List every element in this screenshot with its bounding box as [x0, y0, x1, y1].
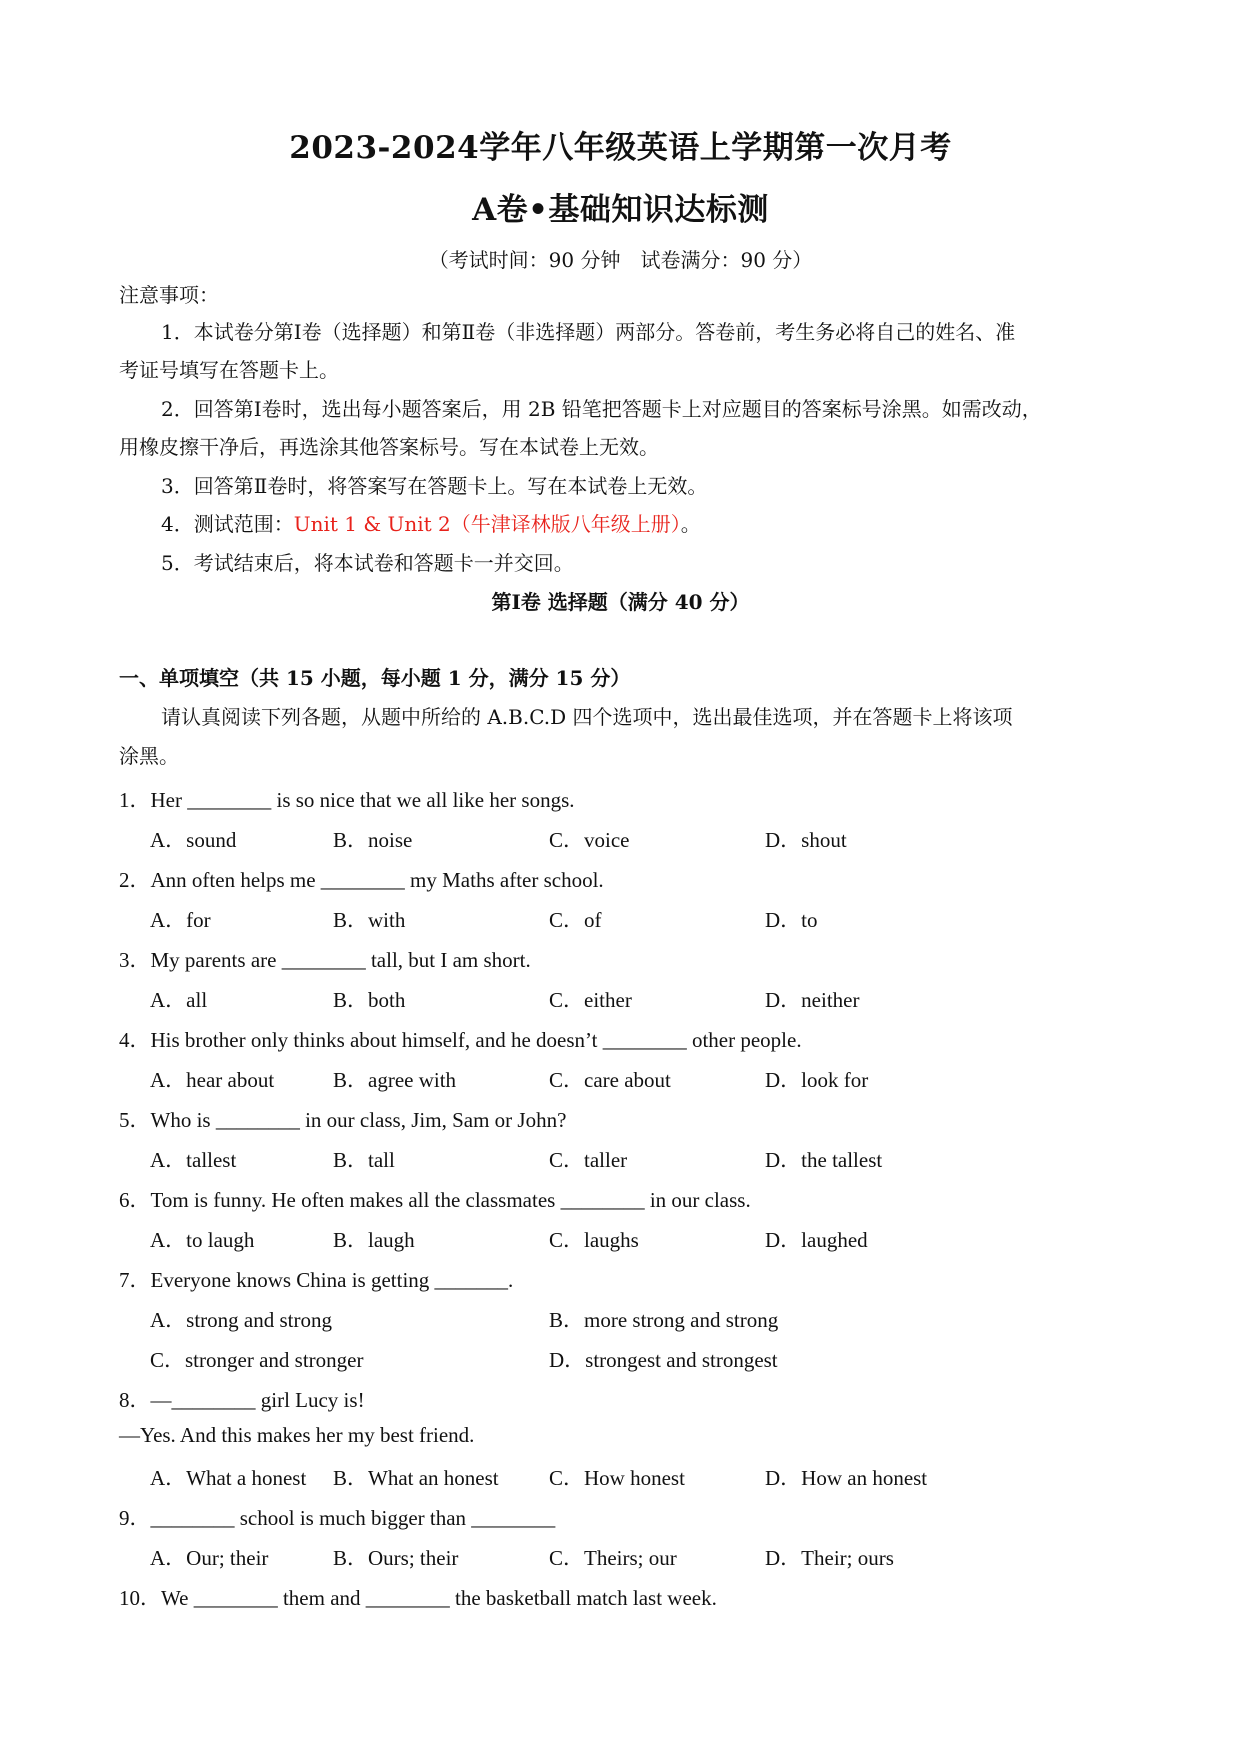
instruction-line-1: 请认真阅读下列各题，从题中所给的 A.B.C.D 四个选项中，选出最佳选项，并在答题卡上将该项 — [161, 705, 1013, 729]
exam-subtitle: A卷•基础知识达标测 — [472, 192, 769, 228]
notes-heading: 注意事项： — [119, 283, 219, 307]
option-c: C．taller — [549, 1148, 628, 1172]
question-stem: 5．Who is ________ in our class, Jim, Sam or John? — [119, 1108, 567, 1132]
option-a: A．sound — [150, 828, 237, 852]
note-4 — [161, 513, 701, 535]
option-c: C．stronger and stronger — [150, 1348, 364, 1372]
note-4-prefix: 4．测试范围： — [161, 512, 294, 536]
option-d: D．laughed — [765, 1228, 868, 1252]
option-b: B．agree with — [333, 1068, 457, 1092]
exam-info: （考试时间：90 分钟 试卷满分：90 分） — [428, 248, 813, 272]
option-b: B．tall — [333, 1148, 395, 1172]
option-c: C．How honest — [549, 1466, 685, 1490]
option-c: C．Theirs; our — [549, 1546, 677, 1570]
note-5: 5．考试结束后，将本试卷和答题卡一并交回。 — [161, 551, 574, 575]
question-stem: 2．Ann often helps me ________ my Maths after school. — [119, 868, 604, 892]
option-a: A．all — [150, 988, 208, 1012]
note-3: 3．回答第Ⅱ卷时，将答案写在答题卡上。写在本试卷上无效。 — [161, 474, 708, 498]
note-2-line-2: 用橡皮擦干净后，再选涂其他答案标号。写在本试卷上无效。 — [119, 435, 659, 459]
option-d: D．neither — [765, 988, 860, 1012]
test-scope: Unit 1 & Unit 2（牛津译林版八年级上册） — [293, 512, 681, 536]
option-b: B．more strong and strong — [549, 1308, 779, 1332]
option-d: D．strongest and strongest — [549, 1348, 778, 1372]
question-stem: 9．________ school is much bigger than ________ — [119, 1506, 556, 1530]
option-a: A．tallest — [150, 1148, 237, 1172]
option-d: D．to — [765, 908, 818, 932]
option-a: A．What a honest — [150, 1466, 307, 1490]
option-c: C．of — [549, 908, 602, 932]
option-a: A．strong and strong — [150, 1308, 332, 1332]
option-b: B．with — [333, 908, 406, 932]
question-reply: —Yes. And this makes her my best friend. — [119, 1423, 475, 1447]
option-d: D．shout — [765, 828, 847, 852]
question-stem: 7．Everyone knows China is getting _______. — [119, 1268, 514, 1292]
option-b: B．What an honest — [333, 1466, 499, 1490]
option-a: A．Our; their — [150, 1546, 269, 1570]
option-d: D．look for — [765, 1068, 869, 1092]
question-stem: 4．His brother only thinks about himself, and he doesn’t ________ other people. — [119, 1028, 802, 1052]
note-2-line-1: 2．回答第Ⅰ卷时，选出每小题答案后，用 2B 铅笔把答题卡上对应题目的答案标号涂黑。如需改动， — [161, 397, 1042, 421]
volume-title: 第Ⅰ卷 选择题（满分 40 分） — [491, 590, 750, 614]
option-c: C．laughs — [549, 1228, 639, 1252]
option-b: B．both — [333, 988, 406, 1012]
question-stem: 10．We ________ them and ________ the basketball match last week. — [119, 1586, 717, 1610]
question-stem: 1．Her ________ is so nice that we all like her songs. — [119, 788, 575, 812]
note-1-line-1: 1．本试卷分第Ⅰ卷（选择题）和第Ⅱ卷（非选择题）两部分。答卷前，考生务必将自己的姓名、准 — [161, 320, 1016, 344]
note-4-suffix: 。 — [680, 512, 701, 536]
option-a: A．hear about — [150, 1068, 275, 1092]
option-c: C．either — [549, 988, 632, 1012]
option-c: C．voice — [549, 828, 630, 852]
option-a: A．to laugh — [150, 1228, 255, 1252]
option-c: C．care about — [549, 1068, 671, 1092]
note-1-line-2: 考证号填写在答题卡上。 — [119, 358, 339, 382]
option-b: B．Ours; their — [333, 1546, 459, 1570]
option-a: A．for — [150, 908, 211, 932]
question-stem: 8．—________ girl Lucy is! — [119, 1388, 365, 1412]
option-d: D．Their; ours — [765, 1546, 894, 1570]
instruction-line-2: 涂黑。 — [119, 744, 179, 768]
option-d: D．How an honest — [765, 1466, 928, 1490]
option-b: B．laugh — [333, 1228, 415, 1252]
option-b: B．noise — [333, 828, 413, 852]
exam-title: 2023-2024学年八年级英语上学期第一次月考 — [289, 130, 952, 166]
part-title: 一、单项填空（共 15 小题，每小题 1 分，满分 15 分） — [119, 666, 631, 690]
question-stem: 3．My parents are ________ tall, but I am short. — [119, 948, 531, 972]
option-d: D．the tallest — [765, 1148, 883, 1172]
question-stem: 6．Tom is funny. He often makes all the classmates ________ in our class. — [119, 1188, 751, 1212]
